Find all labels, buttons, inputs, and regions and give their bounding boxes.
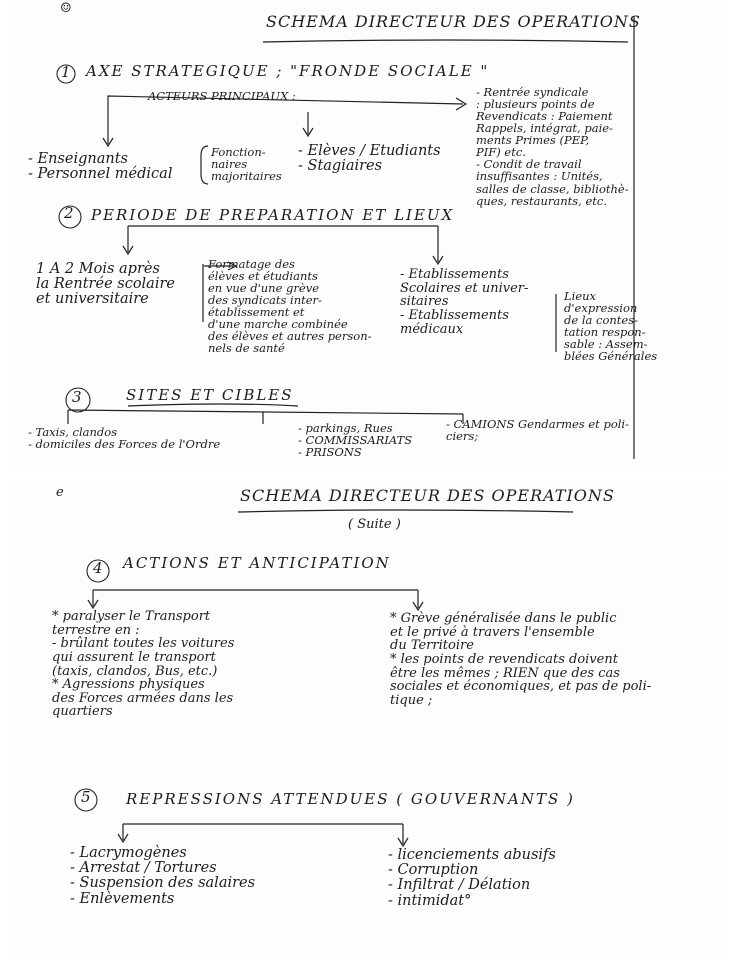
repressions-left: - Lacrymogènes - Arrestat / Tortures - Suspension des salaires - Enlèvements [70,845,256,907]
corner-mark: e [56,485,64,500]
section-4-heading: ACTIONS ET ANTICIPATION [123,554,391,572]
targets-right: - CAMIONS Gendarmes et poli- ciers; [446,417,629,444]
page-title: SCHEMA DIRECTEUR DES OPERATIONS [266,12,641,31]
section-3-heading: SITES ET CIBLES [126,386,294,404]
actions-right: * Grève généralisée dans le public et le privé à travers l'ensemble du Territoire * les points de revendicats doivent être les mêmes ; RIEN que des cas sociales et économiques, et pas de poli- tique ; [390,611,652,708]
actors-heading: ACTEURS PRINCIPAUX : [148,89,296,103]
section-number-3: 3 [72,388,84,406]
claims-note: - Rentrée syndicale : plusieurs points de Revendicats : Paiement Rappels, intégrat, paie- ments Primes (PEP, PIF) etc. - Condit de travail insuffisantes : Unités, salles de classe, bibliothè- ques, restaurants, etc. [476,85,629,208]
preparation-note: Formatage des élèves et étudiants en vue d'une grève des syndicats inter- établissement et d'une marche combinée des élèves et autres person- nels de santé [208,257,372,356]
section-number-4: 4 [93,559,105,577]
actors-right: - Elèves / Etudiants - Stagiaires [298,143,441,175]
section-5-heading: REPRESSIONS ATTENDUES ( GOUVERNANTS ) [126,790,575,808]
period-note: 1 A 2 Mois après la Rentrée scolaire et universitaire [36,261,175,308]
section-1-heading: AXE STRATEGIQUE ; "FRONDE SOCIALE " [86,62,490,80]
fonctionnaires-note: Fonction- naires majoritaires [211,145,282,184]
repressions-right: - licenciements abusifs - Corruption - Infiltrat / Délation - intimidat° [388,847,556,909]
targets-left: - Taxis, clandos - domiciles des Forces de l'Ordre [28,425,221,452]
notes-page-1 [8,1,724,466]
actors-left: - Enseignants - Personnel médical [28,151,173,183]
section-number-2: 2 [64,204,76,222]
expression-places-note: Lieux d'expression de la contes- tation respon- sable : Assem- blées Générales [564,289,658,364]
places-note: - Etablissements Scolaires et univer- sitaires - Etablissements médicaux [400,267,529,337]
section-number-5: 5 [81,788,93,806]
page-subtitle: ( Suite ) [348,517,401,532]
corner-mark: ☺ [60,1,72,16]
section-2-heading: PERIODE DE PREPARATION ET LIEUX [91,206,455,224]
targets-middle: - parkings, Rues - COMMISSARIATS - PRISONS [298,421,413,460]
notes-page-2 [8,484,724,954]
section-number-1: 1 [61,63,73,81]
page-title: SCHEMA DIRECTEUR DES OPERATIONS [240,486,615,505]
actions-left: * paralyser le Transport terrestre en : - brûlant toutes les voitures qui assurent le transport (taxis, clandos, Bus, etc.) * Agressions physiques des Forces armées dans les quartiers [52,609,235,720]
